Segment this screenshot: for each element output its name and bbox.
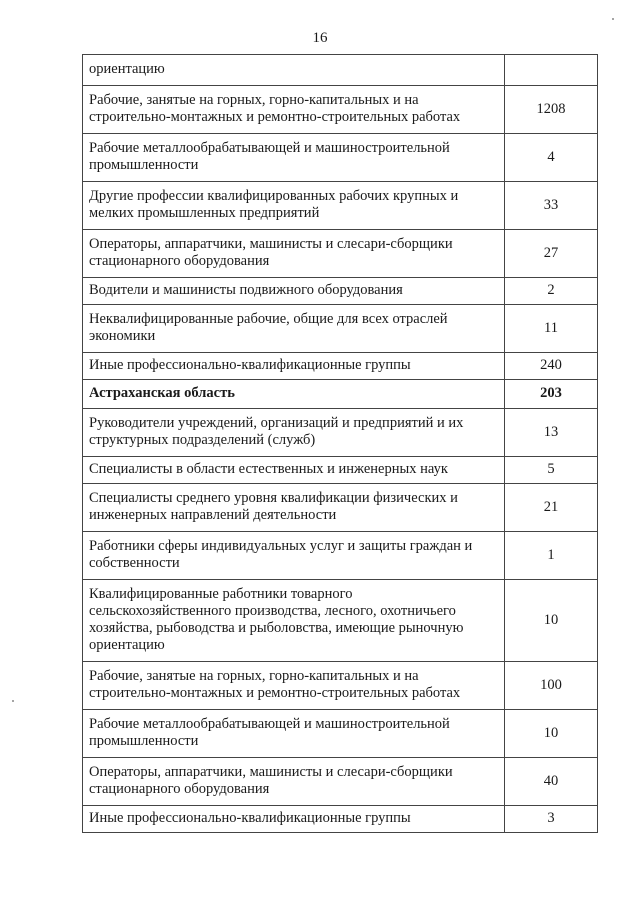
- row-label: Руководители учреждений, организаций и предприятий и их структурных подразделений (служб): [83, 409, 505, 457]
- row-value: 5: [505, 457, 598, 484]
- table-row: [83, 758, 598, 806]
- row-value: 1: [505, 532, 598, 580]
- row-label: Специалисты среднего уровня квалификации физических и инженерных направлений деятельности: [83, 484, 505, 532]
- row-label: Астраханская область: [83, 380, 505, 409]
- row-label: Работники сферы индивидуальных услуг и защиты граждан и собственности: [83, 532, 505, 580]
- scan-speck: [12, 700, 14, 702]
- row-value: 3: [505, 806, 598, 833]
- table-row: [83, 86, 598, 134]
- row-label: Рабочие, занятые на горных, горно-капитальных и на строительно-монтажных и ремонтно-строительных работах: [83, 662, 505, 710]
- row-label: Неквалифицированные рабочие, общие для всех отраслей экономики: [83, 305, 505, 353]
- row-label: Специалисты в области естественных и инженерных наук: [83, 457, 505, 484]
- table-row: [83, 182, 598, 230]
- row-value: [505, 55, 598, 86]
- row-value: 13: [505, 409, 598, 457]
- row-label: Квалифицированные работники товарного сельскохозяйственного производства, лесного, охотничьего хозяйства, рыбоводства и рыболовства, имеющие рыночную ориентацию: [83, 580, 505, 662]
- row-label: Водители и машинисты подвижного оборудования: [83, 278, 505, 305]
- row-value: 240: [505, 353, 598, 380]
- row-value: 10: [505, 580, 598, 662]
- row-value: 1208: [505, 86, 598, 134]
- row-label: Операторы, аппаратчики, машинисты и слесари-сборщики стационарного оборудования: [83, 758, 505, 806]
- table-row: [83, 55, 598, 86]
- row-value: 2: [505, 278, 598, 305]
- page-number: 16: [312, 30, 328, 46]
- row-value: 21: [505, 484, 598, 532]
- row-value: 10: [505, 710, 598, 758]
- row-value: 11: [505, 305, 598, 353]
- row-label: Другие профессии квалифицированных рабочих крупных и мелких промышленных предприятий: [83, 182, 505, 230]
- row-value: 100: [505, 662, 598, 710]
- table-row: [83, 457, 598, 484]
- table-row: [83, 409, 598, 457]
- table-row: [83, 230, 598, 278]
- data-table: [82, 54, 598, 833]
- row-label: Иные профессионально-квалификационные группы: [83, 353, 505, 380]
- table-row: [83, 484, 598, 532]
- table-body: [83, 55, 598, 833]
- row-value: 4: [505, 134, 598, 182]
- row-label: ориентацию: [83, 55, 505, 86]
- table-row: [83, 532, 598, 580]
- table-row: [83, 662, 598, 710]
- row-label: Рабочие металлообрабатывающей и машиностроительной промышленности: [83, 710, 505, 758]
- row-value: 27: [505, 230, 598, 278]
- table-row: [83, 380, 598, 409]
- table-row: [83, 278, 598, 305]
- table-row: [83, 305, 598, 353]
- row-label: Рабочие, занятые на горных, горно-капитальных и на строительно-монтажных и ремонтно-строительных работах: [83, 86, 505, 134]
- table-row: [83, 134, 598, 182]
- table-row: [83, 353, 598, 380]
- row-value: 33: [505, 182, 598, 230]
- scan-speck: [612, 18, 614, 20]
- table-row: [83, 710, 598, 758]
- table-row: [83, 580, 598, 662]
- table-row: [83, 806, 598, 833]
- row-label: Иные профессионально-квалификационные группы: [83, 806, 505, 833]
- row-label: Операторы, аппаратчики, машинисты и слесари-сборщики стационарного оборудования: [83, 230, 505, 278]
- row-value: 40: [505, 758, 598, 806]
- row-value: 203: [505, 380, 598, 409]
- row-label: Рабочие металлообрабатывающей и машиностроительной промышленности: [83, 134, 505, 182]
